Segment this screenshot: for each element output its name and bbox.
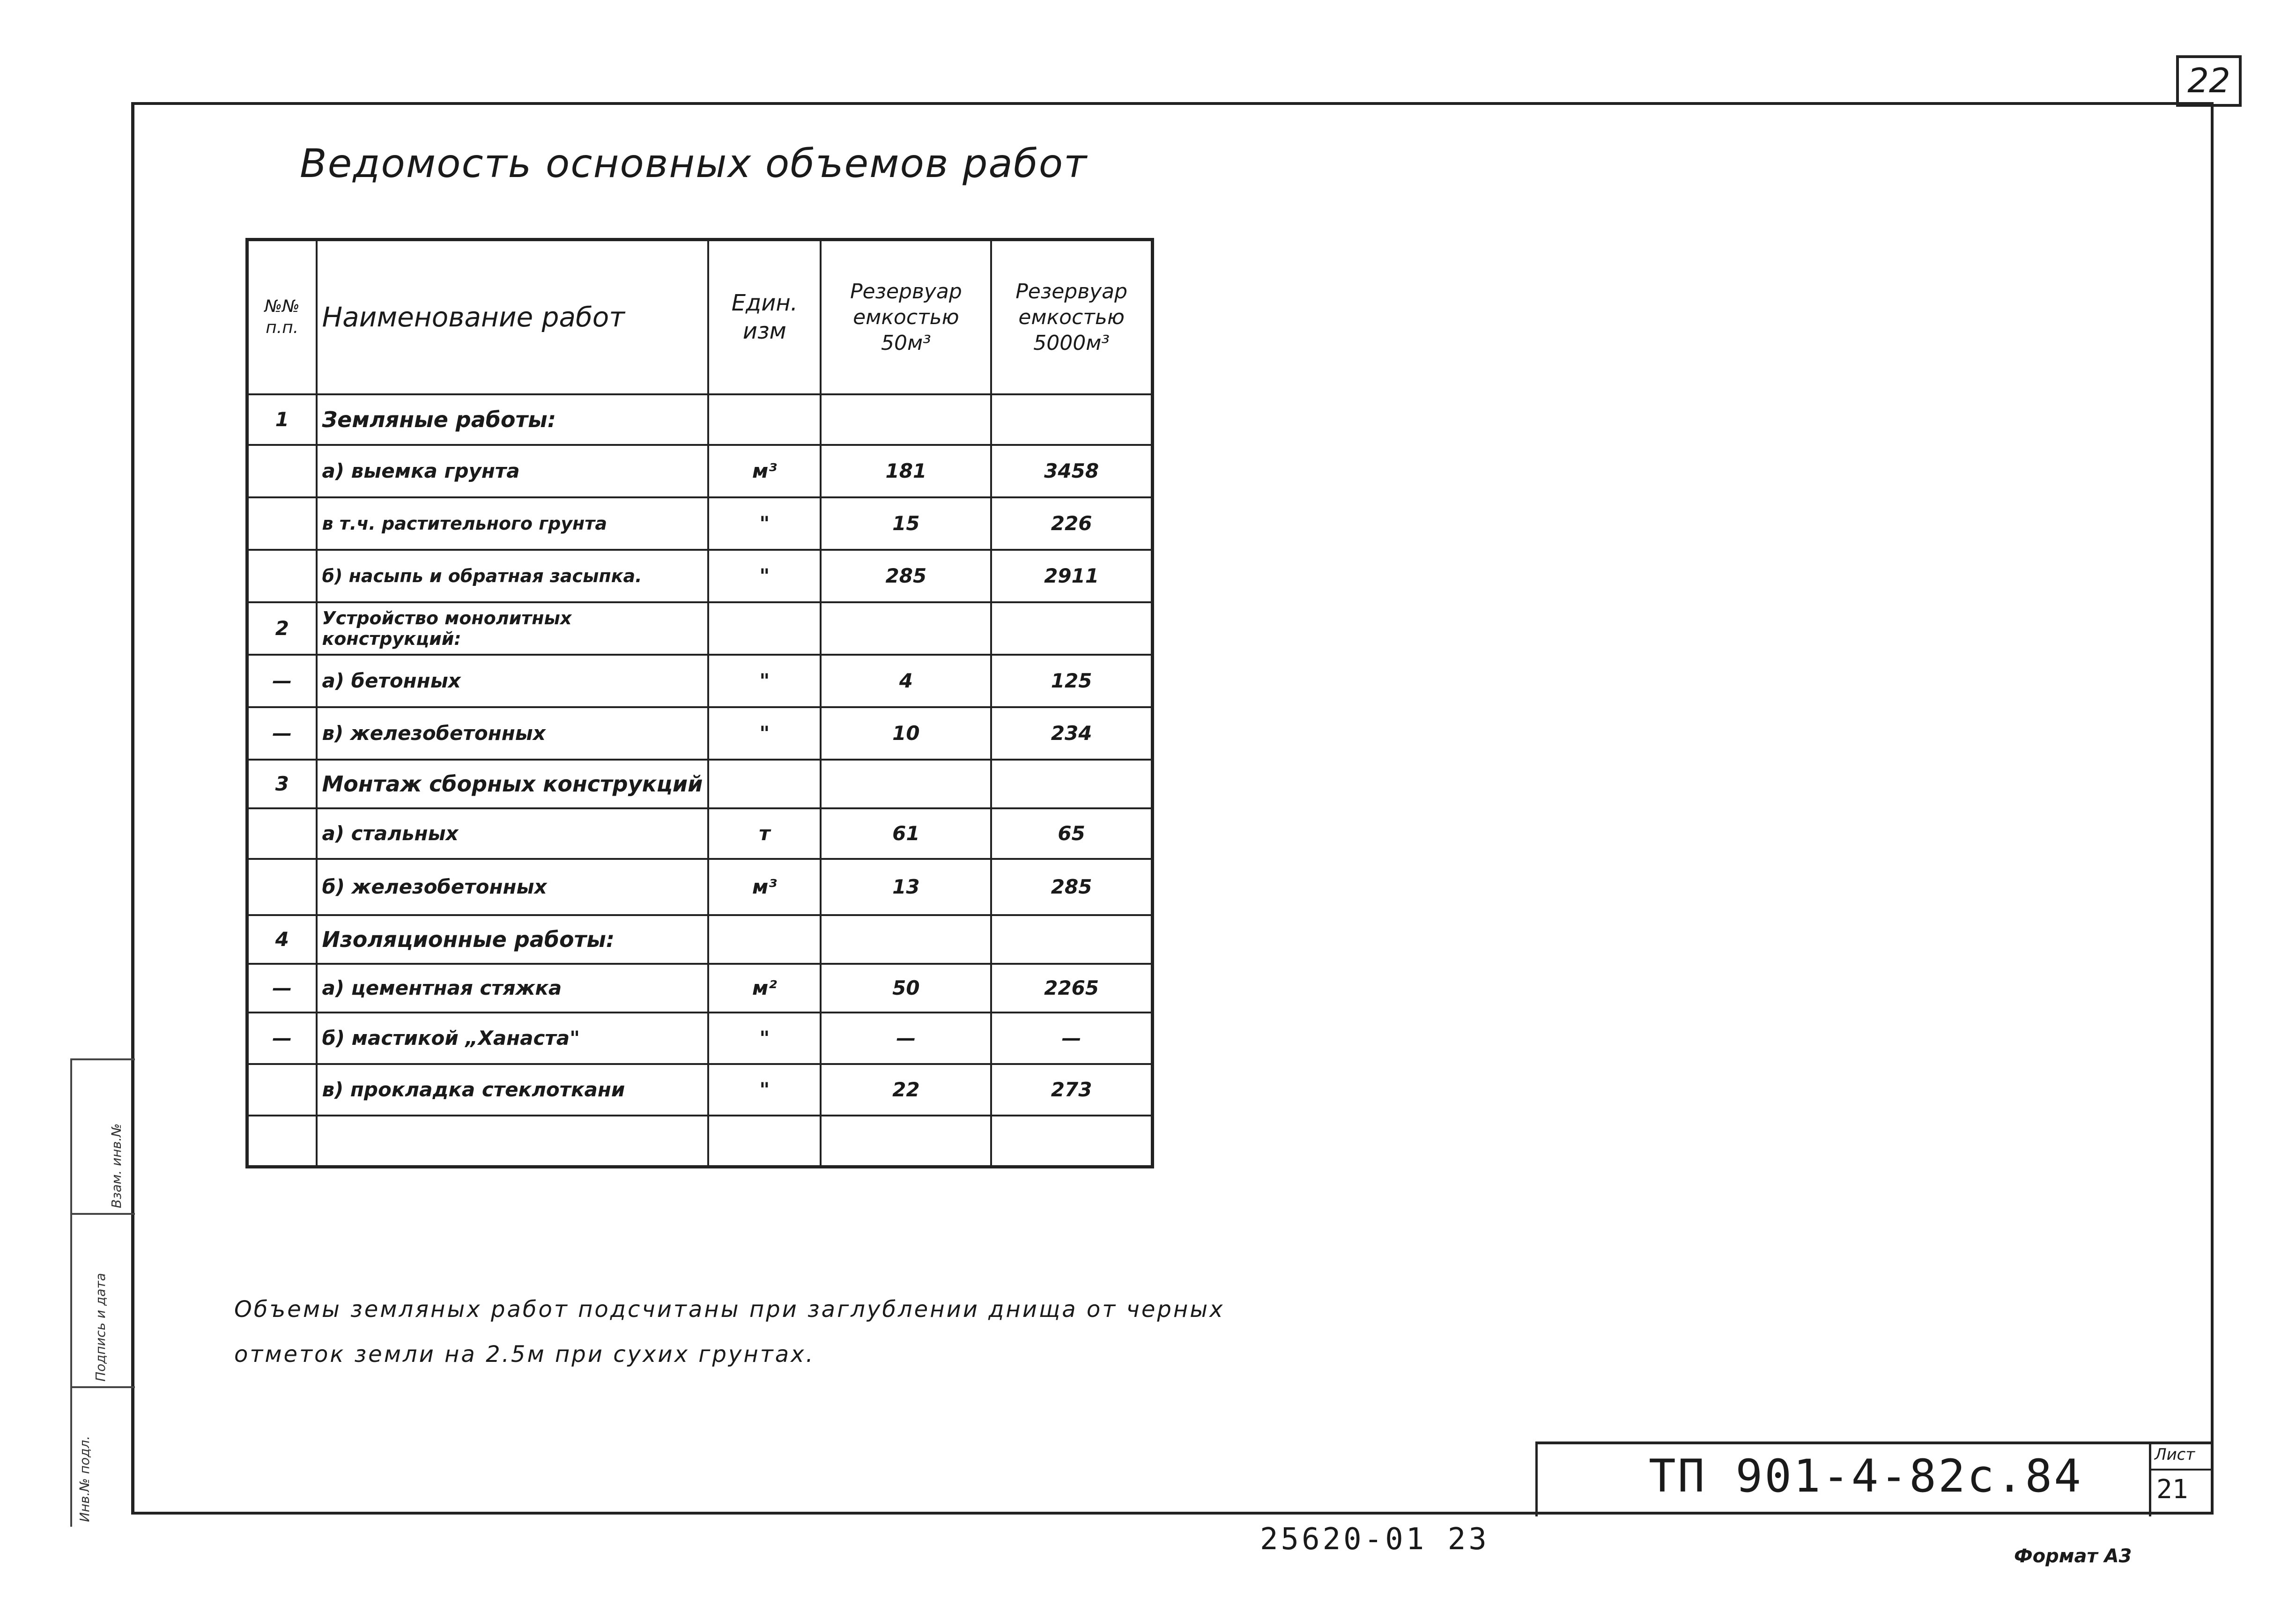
side-strip [70, 1058, 135, 1527]
table-row [247, 497, 1153, 550]
note-text: Объемы земляных работ подсчитаны при заглублении днища от черных отметок земли на 2.5м при сухих грунтах. [234, 1296, 1225, 1367]
header-num: №№ п.п. [247, 240, 317, 394]
table-header-row [247, 240, 1153, 394]
stamp-code: ТП 901-4-82с.84 [1649, 1450, 2083, 1502]
row-name [317, 1116, 709, 1167]
table-row [247, 550, 1153, 602]
row-value-5000: 226 [991, 497, 1152, 550]
page-title: Ведомость основных объемов работ [300, 140, 1088, 186]
row-num: 1 [247, 394, 317, 445]
table-row [247, 859, 1153, 915]
side-label-sign: Подпись и дата [93, 1273, 108, 1382]
row-value-5000 [991, 915, 1152, 964]
row-value-50 [821, 760, 991, 808]
row-num [247, 497, 317, 550]
row-unit [708, 915, 821, 964]
table-row [247, 394, 1153, 445]
sheet-label: Лист [2155, 1445, 2195, 1464]
row-value-5000: 2911 [991, 550, 1152, 602]
row-num: 3 [247, 760, 317, 808]
row-name: в) железобетонных [317, 707, 709, 760]
row-value-5000: 2265 [991, 964, 1152, 1013]
row-num [247, 1116, 317, 1167]
row-num [247, 808, 317, 859]
row-value-5000: 3458 [991, 445, 1152, 497]
row-name: а) стальных [317, 808, 709, 859]
row-name: Изоляционные работы: [317, 915, 709, 964]
header-res-5000: Резервуар емкостью 5000м³ [991, 240, 1152, 394]
row-value-5000: 285 [991, 859, 1152, 915]
row-value-5000: 234 [991, 707, 1152, 760]
row-name: б) насыпь и обратная засыпка. [317, 550, 709, 602]
header-res-50: Резервуар емкостью 50м³ [821, 240, 991, 394]
row-value-50 [821, 915, 991, 964]
row-value-50: 50 [821, 964, 991, 1013]
works-table [245, 238, 1154, 1168]
row-value-5000 [991, 760, 1152, 808]
row-value-5000: — [991, 1013, 1152, 1064]
row-unit [708, 602, 821, 655]
row-unit: " [708, 1013, 821, 1064]
row-num [247, 1064, 317, 1116]
row-value-5000 [991, 394, 1152, 445]
table-row [247, 1116, 1153, 1167]
row-unit: м² [708, 964, 821, 1013]
row-num [247, 445, 317, 497]
sheet-number: 21 [2156, 1474, 2188, 1505]
row-name: б) железобетонных [317, 859, 709, 915]
row-num [247, 550, 317, 602]
bottom-code: 25620-01 23 [1260, 1522, 1489, 1557]
row-value-5000: 273 [991, 1064, 1152, 1116]
row-unit: " [708, 655, 821, 707]
table-row [247, 808, 1153, 859]
row-value-50 [821, 602, 991, 655]
row-name: а) выемка грунта [317, 445, 709, 497]
row-unit [708, 760, 821, 808]
row-unit: м³ [708, 859, 821, 915]
row-value-50: 13 [821, 859, 991, 915]
row-value-5000 [991, 602, 1152, 655]
row-name: а) бетонных [317, 655, 709, 707]
row-name: а) цементная стяжка [317, 964, 709, 1013]
table-row [247, 445, 1153, 497]
row-num: — [247, 655, 317, 707]
row-num: 2 [247, 602, 317, 655]
row-value-50: 61 [821, 808, 991, 859]
page-number: 22 [2176, 55, 2242, 107]
row-value-50: 181 [821, 445, 991, 497]
row-name: Земляные работы: [317, 394, 709, 445]
side-label-replace: Взам. инв.№ [109, 1123, 124, 1208]
table-row [247, 707, 1153, 760]
row-unit: " [708, 707, 821, 760]
row-unit: " [708, 1064, 821, 1116]
format-label: Формат А3 [2014, 1545, 2132, 1567]
header-name: Наименование работ [317, 240, 709, 394]
row-name: в т.ч. растительного грунта [317, 497, 709, 550]
row-unit [708, 1116, 821, 1167]
table-row [247, 964, 1153, 1013]
row-value-50 [821, 394, 991, 445]
row-num [247, 859, 317, 915]
row-num: 4 [247, 915, 317, 964]
row-value-5000: 125 [991, 655, 1152, 707]
row-value-50: — [821, 1013, 991, 1064]
side-label-inv: Инв.№ подл. [77, 1435, 92, 1522]
row-unit: м³ [708, 445, 821, 497]
table-row [247, 602, 1153, 655]
table-row [247, 655, 1153, 707]
header-unit: Един. изм [708, 240, 821, 394]
row-value-5000 [991, 1116, 1152, 1167]
row-unit [708, 394, 821, 445]
row-num: — [247, 964, 317, 1013]
row-unit: " [708, 497, 821, 550]
table-row [247, 1064, 1153, 1116]
sheet-divider [2149, 1469, 2214, 1471]
row-unit: т [708, 808, 821, 859]
row-num: — [247, 707, 317, 760]
row-name: б) мастикой „Ханаста" [317, 1013, 709, 1064]
row-name: в) прокладка стеклоткани [317, 1064, 709, 1116]
table-row [247, 915, 1153, 964]
row-num: — [247, 1013, 317, 1064]
row-name: Устройство монолитных конструкций: [317, 602, 709, 655]
table-row [247, 1013, 1153, 1064]
row-name: Монтаж сборных конструкций [317, 760, 709, 808]
row-unit: " [708, 550, 821, 602]
row-value-50: 10 [821, 707, 991, 760]
row-value-50: 22 [821, 1064, 991, 1116]
row-value-5000: 65 [991, 808, 1152, 859]
row-value-50 [821, 1116, 991, 1167]
row-value-50: 4 [821, 655, 991, 707]
table-row [247, 760, 1153, 808]
row-value-50: 285 [821, 550, 991, 602]
row-value-50: 15 [821, 497, 991, 550]
